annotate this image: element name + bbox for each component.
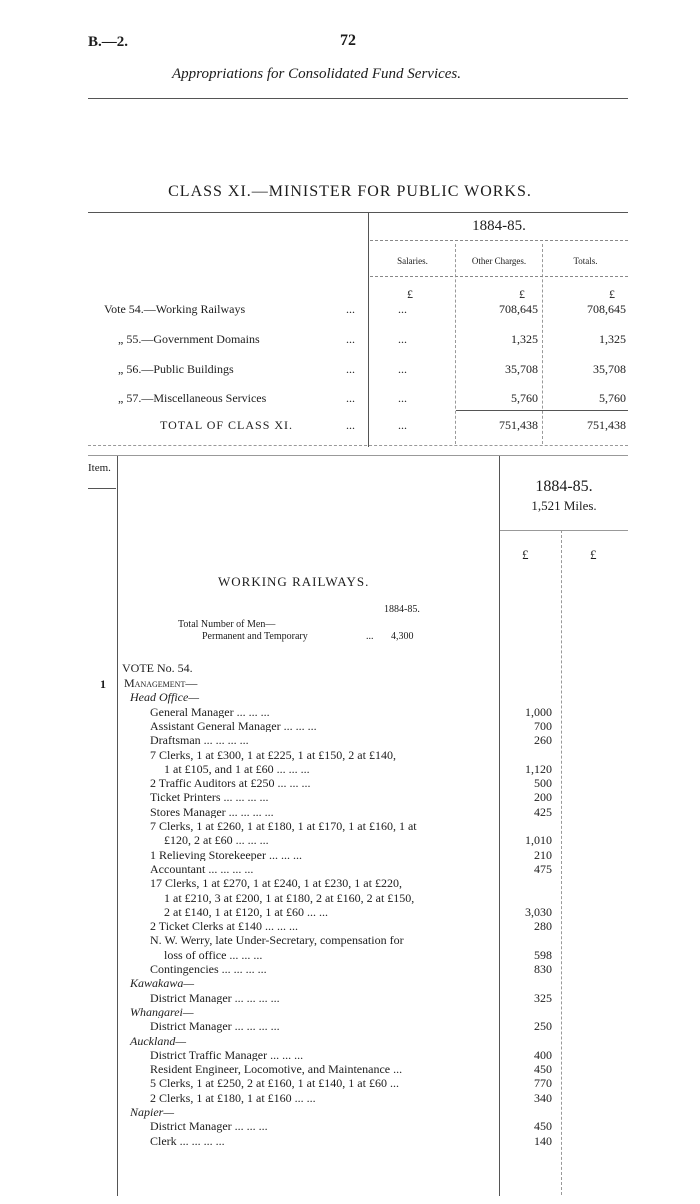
summary-row-total: 5,760 <box>599 391 626 405</box>
col-header-salaries: Salaries. <box>397 256 428 266</box>
line-item-label: Whangarei— <box>130 1005 194 1019</box>
summary-row <box>0 391 700 411</box>
line-item-amount: 340 <box>534 1090 552 1105</box>
line-item-label: Draftsman ... ... ... ... <box>150 734 249 747</box>
line-item-label: 1 at £105, and 1 at £60 ... ... ... <box>164 762 310 776</box>
line-item-label: Assistant General Manager ... ... ... <box>150 719 317 733</box>
line-item-label: 2 Clerks, 1 at £180, 1 at £160 ... ... <box>150 1091 316 1105</box>
item-col-divider <box>117 456 118 1196</box>
line-item-amount: 500 <box>534 776 552 791</box>
line-item-label: Napier— <box>130 1106 175 1119</box>
currency-other: £ <box>519 287 525 301</box>
line-item-amount: 325 <box>534 990 552 1005</box>
line-item-label: 2 at £140, 1 at £120, 1 at £60 ... ... <box>164 905 328 919</box>
line-item-amount: 450 <box>534 1062 552 1077</box>
line-item-label: District Traffic Manager ... ... ... <box>150 1048 304 1062</box>
line-item-amount: 3,030 <box>525 904 552 919</box>
col-header-other: Other Charges. <box>471 256 527 266</box>
line-item-label: 7 Clerks, 1 at £260, 1 at £180, 1 at £170, 1 at £160, 1 at <box>150 820 417 833</box>
line-item-amount: 250 <box>534 1019 552 1034</box>
staff-year: 1884-85. <box>384 604 420 615</box>
line-item-amount: 1,000 <box>525 704 552 719</box>
total-rule <box>456 410 628 411</box>
summary-row <box>0 302 700 322</box>
summary-row <box>0 362 700 382</box>
vote-heading: VOTE No. 54. <box>122 661 193 675</box>
summary-row-total: 35,708 <box>593 362 626 376</box>
line-item-label: District Manager ... ... ... ... <box>150 991 280 1005</box>
line-item-amount: 1,120 <box>525 761 552 776</box>
staff-dots: ... <box>366 631 374 642</box>
summary-total-label: TOTAL OF CLASS XI. <box>160 418 294 432</box>
line-item-label: Stores Manager ... ... ... ... <box>150 805 274 819</box>
line-item-label: 5 Clerks, 1 at £250, 2 at £160, 1 at £140, 1 at £60 ... <box>150 1077 399 1090</box>
summary-row-salaries: ... <box>398 418 407 432</box>
line-item-label: Kawakawa— <box>130 977 195 990</box>
line-item-amount: 700 <box>534 718 552 733</box>
line-item-label: Management— <box>124 677 198 690</box>
summary-row-label: Vote 54.—Working Railways <box>104 302 246 316</box>
summary-row-dots: ... <box>346 418 355 432</box>
detail-year: 1884-85. <box>535 478 593 495</box>
item-header: Item. <box>88 462 111 474</box>
line-item-label: 2 Traffic Auditors at £250 ... ... ... <box>150 777 311 790</box>
line-item-label: N. W. Werry, late Under-Secretary, compensation for <box>150 934 404 947</box>
detail-currency-1: £ <box>522 547 529 562</box>
line-item-amount: 280 <box>534 919 552 934</box>
summary-row-other: 35,708 <box>505 362 538 376</box>
line-item-label: General Manager ... ... ... <box>150 705 270 719</box>
col-header-totals: Totals. <box>573 256 598 266</box>
summary-row-dots: ... <box>346 391 355 405</box>
summary-divider <box>368 212 369 447</box>
summary-row-other: 1,325 <box>511 332 538 346</box>
summary-row-salaries: ... <box>398 332 407 346</box>
summary-total-row <box>0 418 700 438</box>
header-rule <box>88 98 628 99</box>
line-item-label: £120, 2 at £60 ... ... ... <box>164 834 269 847</box>
line-item-amount: 598 <box>534 947 552 962</box>
detail-year-rule <box>500 530 628 531</box>
line-item-label: 7 Clerks, 1 at £300, 1 at £225, 1 at £150, 2 at £140, <box>150 748 396 761</box>
item-header-rule <box>88 488 116 489</box>
col-header-rule <box>370 276 628 277</box>
summary-row-salaries: ... <box>398 302 407 316</box>
summary-year: 1884-85. <box>472 218 526 234</box>
summary-top-rule <box>88 212 628 213</box>
line-item-label: Auckland— <box>130 1034 186 1047</box>
line-item-label: loss of office ... ... ... <box>164 948 263 962</box>
staff-label-2: Permanent and Temporary <box>202 631 308 642</box>
line-item-amount: 425 <box>534 804 552 819</box>
summary-row-dots: ... <box>346 332 355 346</box>
summary-total-total: 751,438 <box>587 418 626 432</box>
summary-row-dots: ... <box>346 362 355 376</box>
summary-row-label: „ 56.—Public Buildings <box>118 362 234 376</box>
line-item-label: 1 at £210, 3 at £200, 1 at £180, 2 at £160, 2 at £150, <box>164 891 415 904</box>
line-item-label: 1 Relieving Storekeeper ... ... ... <box>150 848 302 862</box>
line-item-amount: 475 <box>534 861 552 876</box>
staff-label-1: Total Number of Men— <box>178 619 276 630</box>
summary-row-total: 1,325 <box>599 332 626 346</box>
summary-row-dots: ... <box>346 302 355 316</box>
class-title: CLASS XI.—MINISTER FOR PUBLIC WORKS. <box>168 183 532 200</box>
summary-row-other: 5,760 <box>511 391 538 405</box>
document-code: B.—2. <box>88 34 129 50</box>
line-item-amount: 830 <box>534 962 552 976</box>
line-item-label: 2 Ticket Clerks at £140 ... ... ... <box>150 920 299 933</box>
line-item-amount: 400 <box>534 1047 552 1062</box>
line-item-label: Clerk ... ... ... ... <box>150 1134 225 1148</box>
summary-row-salaries: ... <box>398 362 407 376</box>
line-item-amount: 200 <box>534 790 552 805</box>
detail-miles: 1,521 Miles. <box>531 498 597 513</box>
line-item-amount: 770 <box>534 1076 552 1091</box>
line-item-label: Accountant ... ... ... ... <box>150 862 254 876</box>
currency-totals: £ <box>609 287 615 301</box>
summary-row-label: „ 55.—Government Domains <box>118 332 260 346</box>
section-title: WORKING RAILWAYS. <box>218 574 370 589</box>
line-item-amount: 210 <box>534 847 552 862</box>
line-item-label: Resident Engineer, Locomotive, and Maintenance ... <box>150 1063 403 1076</box>
summary-row-label: „ 57.—Miscellaneous Services <box>118 391 267 405</box>
summary-row-salaries: ... <box>398 391 407 405</box>
summary-bottom-rule <box>88 445 628 446</box>
item-number: 1 <box>100 677 106 691</box>
summary-row <box>0 332 700 352</box>
line-item-label: District Manager ... ... ... <box>150 1120 268 1133</box>
line-item-label: Head Office— <box>130 691 199 704</box>
page-subtitle: Appropriations for Consolidated Fund Services. <box>172 66 462 82</box>
staff-count: 4,300 <box>391 631 414 642</box>
currency-salaries: £ <box>407 287 413 301</box>
line-item-amount: 140 <box>534 1133 552 1148</box>
page-number: 72 <box>340 32 356 49</box>
detail-currency-2: £ <box>590 547 597 562</box>
summary-year-rule <box>370 240 628 241</box>
line-item-label: 17 Clerks, 1 at £270, 1 at £240, 1 at £230, 1 at £220, <box>150 877 402 890</box>
line-item-amount: 450 <box>534 1119 552 1134</box>
summary-row-other: 708,645 <box>499 302 538 316</box>
line-item-label: Ticket Printers ... ... ... ... <box>150 791 269 804</box>
line-item-label: District Manager ... ... ... ... <box>150 1020 280 1033</box>
summary-total-other: 751,438 <box>499 418 538 432</box>
line-item-amount: 260 <box>534 733 552 748</box>
line-item-amount: 1,010 <box>525 833 552 848</box>
summary-row-total: 708,645 <box>587 302 626 316</box>
detail-top-rule <box>88 455 628 456</box>
amount-col-divider-2 <box>561 530 562 1195</box>
line-item-label: Contingencies ... ... ... ... <box>150 963 267 976</box>
